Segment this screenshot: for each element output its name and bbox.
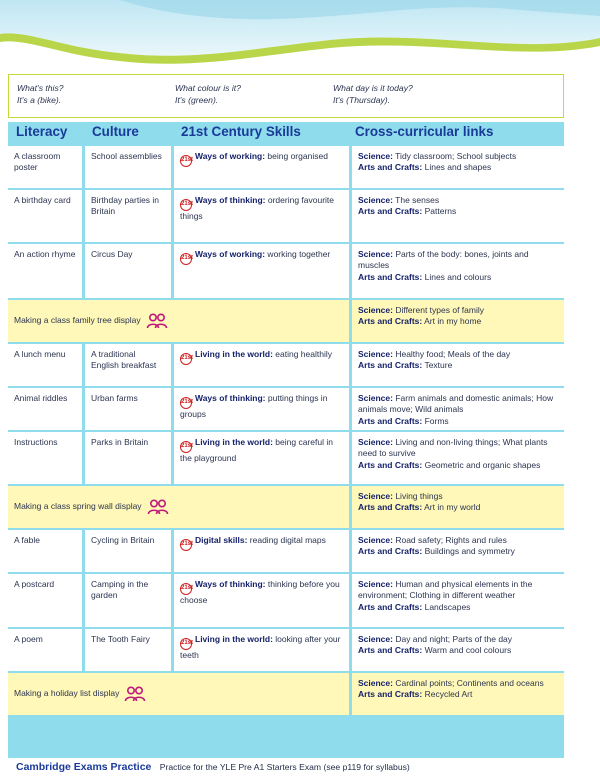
twenty-first-century-badge-icon: 21st	[180, 253, 192, 265]
link-line	[358, 316, 558, 327]
skill-label: Digital skills:	[195, 535, 248, 545]
cell-21st-century-skill	[174, 574, 349, 627]
cell-literacy: An action rhyme	[8, 244, 82, 298]
link-label: Arts and Crafts:	[358, 502, 423, 513]
cell-cross-curricular-links	[352, 574, 564, 627]
group-project-icon	[147, 499, 169, 515]
link-label: Arts and Crafts:	[358, 459, 423, 470]
link-text: Texture	[422, 360, 453, 371]
twenty-first-century-badge-icon: 21st	[180, 583, 192, 595]
skill-label: Ways of thinking:	[195, 195, 266, 205]
project-title: Making a class spring wall display	[14, 501, 142, 512]
link-line	[358, 689, 558, 700]
link-label: Arts and Crafts:	[358, 546, 423, 557]
link-label: Science:	[358, 195, 393, 205]
link-line	[358, 502, 558, 513]
cell-cross-curricular-links	[352, 344, 564, 386]
link-line	[358, 206, 558, 217]
link-line	[358, 437, 558, 460]
link-label: Science:	[358, 349, 393, 359]
link-line	[358, 416, 558, 427]
link-label: Science:	[358, 579, 393, 589]
link-label: Arts and Crafts:	[358, 316, 423, 327]
twenty-first-century-badge-icon: 21st	[180, 199, 192, 211]
link-text: Forms	[422, 415, 449, 426]
skill-label: Ways of thinking:	[195, 393, 266, 403]
header-culture: Culture	[92, 124, 139, 139]
twenty-first-century-badge-icon: 21st	[180, 353, 192, 365]
link-text: Farm animals and domestic animals; How animals move; Wild animals	[358, 393, 554, 415]
skill-label: Ways of working:	[195, 249, 266, 259]
skill-label: Living in the world:	[195, 634, 273, 644]
link-line	[358, 360, 558, 371]
cell-culture: Urban farms	[85, 388, 171, 430]
project-title: Making a holiday list display	[14, 688, 120, 699]
link-label: Arts and Crafts:	[358, 645, 423, 656]
cell-cross-curricular-links	[352, 432, 564, 484]
link-line	[358, 272, 558, 283]
link-line	[358, 645, 558, 656]
cell-cross-curricular-links	[352, 486, 564, 528]
phrase-1: What's this? It's a (bike).	[17, 83, 64, 105]
link-label: Science:	[358, 151, 393, 161]
cell-literacy: Animal riddles	[8, 388, 82, 430]
group-project-icon	[124, 686, 146, 702]
cell-21st-century-skill	[174, 244, 349, 298]
link-text: The senses	[392, 195, 440, 205]
cell-culture: Camping in the garden	[85, 574, 171, 627]
twenty-first-century-badge-icon: 21st	[180, 155, 192, 167]
cell-culture: A traditional English breakfast	[85, 344, 171, 386]
header-cross-curricular-links: Cross-curricular links	[355, 124, 494, 139]
link-line	[358, 249, 558, 272]
link-text: Different types of family	[392, 305, 484, 315]
link-label: Arts and Crafts:	[358, 601, 423, 612]
skill-text: looking after your teeth	[180, 634, 341, 660]
cambridge-exams-practice	[8, 758, 564, 776]
link-text: Road safety; Rights and rules	[392, 535, 507, 545]
skill-label: Living in the world:	[195, 437, 273, 447]
skill-text: ordering favourite things	[180, 195, 335, 221]
project-cell	[8, 673, 349, 715]
cell-21st-century-skill	[174, 629, 349, 671]
link-text: Geometric and organic shapes	[422, 459, 541, 470]
link-line	[358, 151, 558, 162]
link-line	[358, 349, 558, 360]
link-line	[358, 162, 558, 173]
cell-literacy: A fable	[8, 530, 82, 572]
link-text: Healthy food; Meals of the day	[392, 349, 511, 359]
link-label: Science:	[358, 634, 393, 644]
twenty-first-century-badge-icon: 21st	[180, 539, 192, 551]
cell-literacy: A poem	[8, 629, 82, 671]
cell-cross-curricular-links	[352, 673, 564, 715]
twenty-first-century-badge-icon: 21st	[180, 397, 192, 409]
phrase-2: What colour is it? It's (green).	[175, 83, 241, 105]
cell-culture: Circus Day	[85, 244, 171, 298]
cell-culture: Cycling in Britain	[85, 530, 171, 572]
project-cell	[8, 486, 349, 528]
link-label: Arts and Crafts:	[358, 206, 423, 217]
link-label: Arts and Crafts:	[358, 271, 423, 282]
link-text: Living and non-living things; What plants need to survive	[358, 437, 548, 459]
cell-literacy: A classroom poster	[8, 146, 82, 188]
cell-cross-curricular-links	[352, 300, 564, 342]
project-title: Making a class family tree display	[14, 315, 141, 326]
link-line	[358, 195, 558, 206]
link-line	[358, 546, 558, 557]
header-21st-century-skills: 21st Century Skills	[181, 124, 301, 139]
cell-21st-century-skill	[174, 190, 349, 242]
link-text: Art in my home	[422, 316, 482, 327]
skill-text: being careful in the playground	[180, 437, 333, 463]
decorative-top-wave	[0, 0, 600, 75]
link-label: Science:	[358, 305, 393, 315]
link-text: Day and night; Parts of the day	[392, 634, 513, 644]
link-text: Warm and cool colours	[422, 645, 512, 656]
link-text: Patterns	[422, 206, 457, 217]
cell-literacy: Instructions	[8, 432, 82, 484]
cell-21st-century-skill	[174, 344, 349, 386]
link-label: Arts and Crafts:	[358, 162, 423, 173]
link-text: Buildings and symmetry	[422, 546, 515, 557]
footer-text: Practice for the YLE Pre A1 Starters Exam (see p119 for syllabus)	[159, 762, 410, 772]
link-label: Science:	[358, 249, 393, 259]
link-line	[358, 535, 558, 546]
link-label: Arts and Crafts:	[358, 415, 423, 426]
link-text: Living things	[392, 491, 443, 501]
link-text: Recycled Art	[422, 689, 473, 700]
link-text: Art in my world	[422, 502, 481, 513]
cell-culture: The Tooth Fairy	[85, 629, 171, 671]
cell-literacy: A postcard	[8, 574, 82, 627]
skill-text: putting things in groups	[180, 393, 328, 419]
link-line	[358, 678, 558, 689]
link-text: Tidy classroom; School subjects	[392, 151, 517, 161]
cell-cross-curricular-links	[352, 629, 564, 671]
skill-label: Living in the world:	[195, 349, 273, 359]
cell-cross-curricular-links	[352, 244, 564, 298]
skill-label: Ways of thinking:	[195, 579, 266, 589]
header-literacy: Literacy	[16, 124, 68, 139]
link-label: Science:	[358, 491, 393, 501]
link-label: Arts and Crafts:	[358, 689, 423, 700]
link-label: Science:	[358, 535, 393, 545]
curriculum-table	[8, 122, 564, 773]
skill-label: Ways of working:	[195, 151, 266, 161]
link-text: Parts of the body: bones, joints and muscles	[358, 249, 529, 271]
cell-cross-curricular-links	[352, 190, 564, 242]
link-label: Science:	[358, 437, 393, 447]
link-line	[358, 602, 558, 613]
link-line	[358, 305, 558, 316]
phrase-3: What day is it today? It's (Thursday).	[333, 83, 413, 105]
cell-21st-century-skill	[174, 146, 349, 188]
cell-cross-curricular-links	[352, 388, 564, 430]
skill-text: eating healthily	[272, 349, 332, 359]
skill-text: working together	[265, 249, 331, 259]
cell-culture: Parks in Britain	[85, 432, 171, 484]
footer-title: Cambridge Exams Practice	[16, 761, 152, 773]
link-line	[358, 460, 558, 471]
cell-culture: School assemblies	[85, 146, 171, 188]
cell-21st-century-skill	[174, 530, 349, 572]
link-label: Science:	[358, 393, 393, 403]
link-text: Cardinal points; Continents and oceans	[392, 678, 544, 688]
link-text: Landscapes	[422, 601, 471, 612]
skill-text: thinking before you choose	[180, 579, 340, 605]
link-line	[358, 393, 558, 416]
key-phrases-box	[8, 74, 564, 118]
skill-text: being organised	[265, 151, 328, 161]
cell-cross-curricular-links	[352, 146, 564, 188]
cell-literacy: A lunch menu	[8, 344, 82, 386]
twenty-first-century-badge-icon: 21st	[180, 638, 192, 650]
link-line	[358, 579, 558, 602]
link-text: Human and physical elements in the environment; Clothing in different weather	[358, 579, 533, 601]
cell-literacy: A birthday card	[8, 190, 82, 242]
link-label: Arts and Crafts:	[358, 360, 423, 371]
twenty-first-century-badge-icon: 21st	[180, 441, 192, 453]
link-text: Lines and colours	[422, 271, 492, 282]
link-line	[358, 491, 558, 502]
project-cell	[8, 300, 349, 342]
skill-text: reading digital maps	[247, 535, 326, 545]
link-line	[358, 634, 558, 645]
group-project-icon	[146, 313, 168, 329]
cell-cross-curricular-links	[352, 530, 564, 572]
cell-21st-century-skill	[174, 388, 349, 430]
cell-culture: Birthday parties in Britain	[85, 190, 171, 242]
cell-21st-century-skill	[174, 432, 349, 484]
link-text: Lines and shapes	[422, 162, 492, 173]
link-label: Science:	[358, 678, 393, 688]
